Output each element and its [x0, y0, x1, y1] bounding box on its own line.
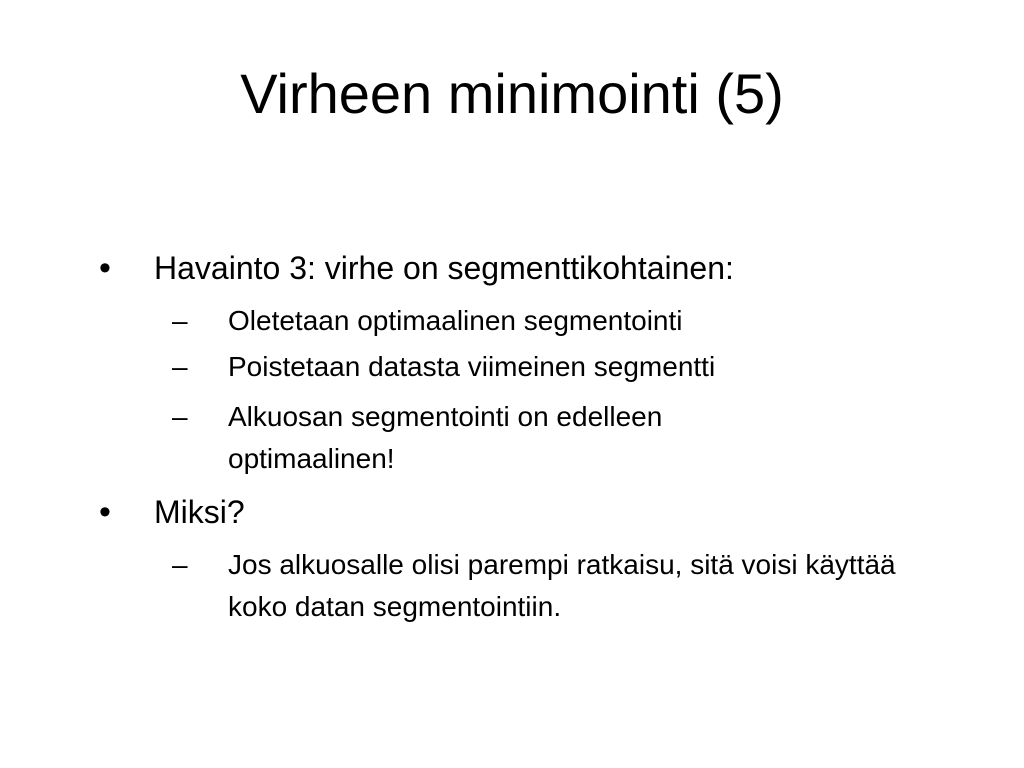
sub-bullet-text: Oletetaan optimaalinen segmentointi — [228, 305, 683, 336]
sub-bullet-text: Alkuosan segmentointi on edelleen optimaalinen! — [228, 401, 663, 474]
dash-icon: – — [172, 351, 188, 382]
sub-bullet-text: Jos alkuosalle olisi parempi ratkaisu, sitä voisi käyttää koko datan segmentointiin. — [228, 549, 896, 622]
bullet-text: Havainto 3: virhe on segmenttikohtainen: — [154, 250, 734, 286]
sub-bullet-text: Poistetaan datasta viimeinen segmentti — [228, 351, 716, 382]
dash-icon: – — [172, 401, 188, 432]
bullet-icon: • — [99, 493, 111, 531]
slide-title: Virheen minimointi (5) — [240, 62, 784, 125]
dash-icon: – — [172, 549, 188, 580]
dash-icon: – — [172, 305, 188, 336]
bullet-text: Miksi? — [154, 494, 245, 530]
bullet-icon: • — [99, 249, 111, 287]
